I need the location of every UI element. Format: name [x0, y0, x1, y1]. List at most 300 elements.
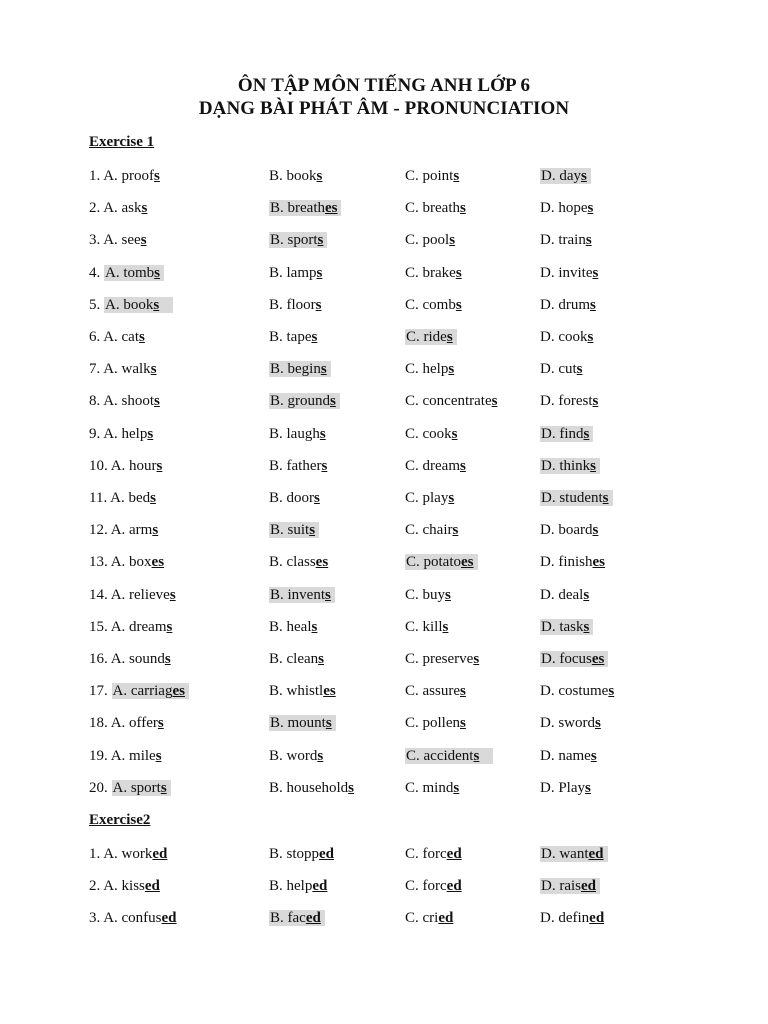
underlined-ending: s	[316, 264, 323, 281]
option-text: D. Plays	[540, 779, 591, 796]
option-d	[540, 487, 613, 509]
option-text: B. laughs	[269, 425, 326, 442]
option-text: B. classes	[269, 554, 329, 571]
option-b	[269, 455, 327, 477]
option-text: A. proofs	[103, 168, 160, 184]
option-text: A. relieves	[110, 586, 176, 603]
underlined-ending: s	[592, 264, 599, 281]
option-text: C. minds	[405, 779, 460, 796]
option-b	[269, 294, 322, 316]
option-text: A. cats	[103, 329, 145, 345]
option-b	[269, 648, 324, 670]
option-text: A. boxes	[110, 554, 165, 571]
option-c	[405, 358, 454, 380]
option-b	[269, 197, 341, 219]
underlined-ending: ed	[446, 846, 462, 862]
underlined-ending: ed	[589, 910, 605, 927]
option-a: 2. A. asks	[89, 200, 148, 217]
option-text: B. helped	[269, 878, 328, 895]
option-c	[405, 262, 462, 284]
option-text: C. pools	[405, 232, 456, 249]
underlined-ending: s	[608, 683, 615, 700]
highlighted-answer: D. raised	[540, 878, 600, 894]
option-d	[540, 262, 598, 284]
question-row	[0, 712, 768, 736]
option-text: A. beds	[110, 490, 156, 506]
option-a: 7. A. walks	[89, 361, 157, 378]
option-text: B. words	[269, 747, 324, 764]
highlighted-answer: B. faced	[269, 910, 325, 926]
option-text: A. walks	[103, 361, 157, 378]
underlined-ending: s	[442, 618, 449, 635]
option-a: 3. A. sees	[89, 232, 147, 249]
underlined-ending: s	[141, 200, 148, 217]
option-text: D. defined	[540, 910, 605, 927]
option-b	[269, 551, 328, 573]
highlighted-answer: D. days	[540, 168, 591, 184]
underlined-ending: ed	[438, 910, 454, 927]
underlined-ending: s	[446, 329, 453, 345]
highlighted-answer: C. potatoes	[405, 554, 478, 570]
option-a: 9. A. helps	[89, 425, 154, 442]
underlined-ending: s	[587, 329, 594, 345]
option-text: C. kills	[405, 618, 449, 635]
option-a: 2. A. kissed	[89, 878, 160, 895]
option-text: A. worked	[103, 846, 168, 862]
underlined-ending: s	[315, 296, 322, 313]
option-text: D. invites	[540, 264, 599, 281]
option-d	[540, 551, 605, 573]
underlined-ending: s	[166, 618, 173, 635]
option-a: 19. A. miles	[89, 747, 162, 764]
underlined-ending: es	[591, 651, 605, 667]
underlined-ending: s	[448, 490, 455, 506]
option-c	[405, 843, 462, 865]
underlined-ending: s	[473, 747, 480, 764]
highlighted-answer: C. accidents	[405, 748, 493, 764]
option-text: D. drums	[540, 296, 596, 313]
underlined-ending: s	[595, 715, 601, 732]
highlighted-answer: B. suits	[269, 522, 319, 538]
option-a: 10. A. hours	[89, 457, 163, 474]
underlined-ending: es	[315, 554, 329, 571]
option-a: 6. A. cats	[89, 329, 145, 345]
page-title: ÔN TẬP MÔN TIẾNG ANH LỚP 6	[237, 75, 531, 96]
highlighted-answer: A. books	[104, 297, 173, 313]
option-text: A. asks	[103, 200, 148, 217]
question-row	[0, 165, 768, 189]
highlighted-answer: A. sports	[112, 780, 171, 796]
underlined-ending: s	[449, 232, 456, 249]
option-b	[269, 712, 336, 734]
underlined-ending: s	[445, 586, 451, 603]
option-b	[269, 680, 336, 702]
underlined-ending: s	[160, 779, 167, 796]
option-text: C. assures	[405, 683, 466, 700]
question-row	[0, 745, 768, 769]
option-text: D. cuts	[540, 361, 583, 378]
option-c	[405, 390, 497, 412]
underlined-ending: es	[461, 554, 474, 571]
option-text: A. shoots	[103, 393, 160, 410]
highlighted-answer: B. mounts	[269, 715, 336, 731]
underlined-ending: s	[156, 457, 163, 474]
option-b	[269, 777, 354, 799]
underlined-ending: s	[314, 490, 320, 506]
option-text: B. stopped	[269, 846, 335, 862]
option-d	[540, 229, 592, 251]
option-a: 14. A. relieves	[89, 586, 176, 603]
option-c	[405, 229, 455, 251]
underlined-ending: s	[602, 490, 609, 506]
option-a: 1. A. proofs	[89, 168, 160, 184]
underlined-ending: s	[164, 651, 171, 667]
underlined-ending: ed	[152, 846, 168, 862]
underlined-ending: s	[150, 361, 157, 378]
underlined-ending: s	[321, 457, 328, 474]
question-row	[0, 487, 768, 511]
highlighted-answer: B. begins	[269, 361, 331, 377]
question-row	[0, 616, 768, 640]
underlined-ending: es	[592, 554, 605, 571]
option-b	[269, 616, 317, 638]
underlined-ending: s	[169, 586, 176, 603]
option-text: B. lamps	[269, 264, 323, 281]
option-text: B. fathers	[269, 457, 328, 474]
option-text: B. books	[269, 168, 323, 184]
underlined-ending: es	[172, 683, 185, 700]
option-c	[405, 551, 478, 573]
option-text: C. concentrates	[405, 393, 498, 410]
option-c	[405, 584, 451, 606]
option-a: 1. A. worked	[89, 846, 168, 862]
question-row	[0, 326, 768, 350]
option-b	[269, 875, 327, 897]
question-row	[0, 423, 768, 447]
option-text: D. names	[540, 747, 597, 764]
underlined-ending: s	[583, 618, 590, 635]
option-text: C. brakes	[405, 264, 462, 281]
option-b	[269, 423, 326, 445]
option-text: B. cleans	[269, 651, 324, 667]
exercise-heading: Exercise2	[89, 812, 151, 828]
underlined-ending: s	[316, 168, 323, 184]
underlined-ending: s	[590, 296, 596, 313]
option-c	[405, 745, 493, 767]
option-d	[540, 326, 593, 348]
option-d	[540, 197, 593, 219]
question-row	[0, 584, 768, 608]
underlined-ending: s	[453, 779, 460, 796]
underlined-ending: s	[317, 232, 324, 249]
option-text: B. households	[269, 779, 355, 796]
option-text: A. sounds	[110, 651, 171, 667]
underlined-ending: s	[455, 296, 462, 313]
underlined-ending: s	[147, 425, 154, 442]
option-b	[269, 358, 331, 380]
underlined-ending: s	[154, 168, 160, 184]
option-text: D. cooks	[540, 329, 594, 345]
question-row	[0, 358, 768, 382]
option-a: 5. A. books	[89, 294, 173, 316]
option-d	[540, 680, 614, 702]
question-row	[0, 843, 768, 867]
option-a: 8. A. shoots	[89, 393, 160, 410]
underlined-ending: s	[140, 232, 147, 249]
underlined-ending: s	[348, 779, 355, 796]
option-d	[540, 712, 601, 734]
option-a: 17. A. carriages	[89, 680, 189, 702]
option-text: C. cooks	[405, 425, 458, 442]
option-text: D. forests	[540, 393, 599, 410]
option-text: A. arms	[110, 522, 159, 539]
option-text: A. dreams	[110, 618, 173, 635]
highlighted-answer: D. thinks	[540, 458, 600, 474]
option-c	[405, 777, 459, 799]
option-a: 12. A. arms	[89, 522, 159, 539]
option-text: D. costumes	[540, 683, 615, 700]
option-d	[540, 777, 591, 799]
option-text: B. whistles	[269, 683, 336, 700]
underlined-ending: ed	[305, 910, 321, 927]
option-b	[269, 907, 325, 929]
option-text: B. heals	[269, 618, 318, 635]
underlined-ending: s	[460, 715, 466, 732]
underlined-ending: ed	[319, 846, 335, 862]
underlined-ending: s	[152, 522, 159, 539]
option-text: A. kissed	[103, 878, 160, 895]
option-c	[405, 907, 453, 929]
option-text: C. chairs	[405, 522, 459, 539]
option-text: C. helps	[405, 361, 455, 378]
question-row	[0, 390, 768, 414]
underlined-ending: s	[139, 329, 145, 345]
option-a: 15. A. dreams	[89, 618, 173, 635]
option-c	[405, 712, 466, 734]
option-c	[405, 519, 458, 541]
underlined-ending: s	[155, 747, 162, 764]
underlined-ending: s	[317, 747, 324, 764]
underlined-ending: ed	[161, 910, 177, 927]
underlined-ending: s	[576, 361, 583, 378]
option-a: 20. A. sports	[89, 777, 171, 799]
underlined-ending: s	[319, 425, 326, 442]
option-b	[269, 326, 317, 348]
option-d	[540, 294, 596, 316]
underlined-ending: s	[581, 168, 587, 184]
option-text: B. doors	[269, 490, 320, 506]
underlined-ending: s	[150, 490, 156, 506]
underlined-ending: s	[157, 715, 164, 732]
underlined-ending: s	[473, 651, 480, 667]
option-text: A. helps	[103, 425, 154, 442]
underlined-ending: s	[585, 779, 591, 796]
underlined-ending: s	[459, 200, 466, 217]
option-c	[405, 197, 466, 219]
option-text: C. forced	[405, 878, 462, 895]
option-d	[540, 616, 593, 638]
underlined-ending: s	[460, 683, 466, 700]
underlined-ending: s	[453, 168, 460, 184]
question-row	[0, 262, 768, 286]
underlined-ending: es	[151, 554, 165, 571]
underlined-ending: s	[583, 586, 590, 603]
option-d	[540, 584, 589, 606]
option-text: A. sees	[103, 232, 147, 249]
option-d	[540, 390, 598, 412]
question-row	[0, 777, 768, 801]
underlined-ending: s	[491, 393, 498, 410]
option-a: 18. A. offers	[89, 715, 164, 732]
option-text: D. boards	[540, 522, 599, 539]
option-d	[540, 165, 591, 187]
question-row	[0, 519, 768, 543]
option-c	[405, 875, 462, 897]
highlighted-answer: D. focuses	[540, 651, 608, 667]
option-text: C. forced	[405, 846, 462, 862]
underlined-ending: s	[459, 457, 466, 474]
underlined-ending: ed	[144, 878, 160, 895]
underlined-ending: s	[153, 296, 160, 313]
option-b	[269, 519, 319, 541]
option-c	[405, 648, 479, 670]
underlined-ending: s	[318, 651, 324, 667]
option-c	[405, 165, 459, 187]
option-text: C. breaths	[405, 200, 466, 217]
underlined-ending: ed	[312, 878, 328, 895]
highlighted-answer: B. breathes	[269, 200, 341, 216]
option-c	[405, 455, 466, 477]
question-row	[0, 294, 768, 318]
question-row	[0, 907, 768, 931]
question-row	[0, 648, 768, 672]
option-text: A. miles	[110, 747, 162, 764]
question-row	[0, 197, 768, 221]
option-d	[540, 519, 598, 541]
underlined-ending: ed	[446, 878, 462, 895]
option-c	[405, 616, 448, 638]
underlined-ending: s	[448, 361, 455, 378]
option-text: C. combs	[405, 296, 462, 313]
option-d	[540, 423, 593, 445]
option-c	[405, 294, 462, 316]
underlined-ending: s	[455, 264, 462, 281]
highlighted-answer: B. grounds	[269, 393, 340, 409]
underlined-ending: s	[583, 425, 590, 442]
option-b	[269, 229, 327, 251]
highlighted-answer: A. tombs	[104, 265, 164, 281]
option-text: D. deals	[540, 586, 590, 603]
underlined-ending: s	[320, 361, 327, 378]
option-a: 13. A. boxes	[89, 554, 165, 571]
underlined-ending: es	[323, 683, 336, 700]
underlined-ending: s	[154, 393, 160, 410]
underlined-ending: s	[325, 586, 331, 603]
highlighted-answer: D. finds	[540, 426, 593, 442]
underlined-ending: s	[592, 393, 599, 410]
option-text: A. offers	[110, 715, 164, 732]
underlined-ending: s	[451, 425, 458, 442]
option-text: A. confused	[103, 910, 177, 927]
option-b	[269, 487, 320, 509]
option-b	[269, 262, 322, 284]
underlined-ending: s	[587, 200, 594, 217]
highlighted-answer: D. wanted	[540, 846, 608, 862]
option-text: C. dreams	[405, 457, 466, 474]
option-b	[269, 584, 335, 606]
option-a: 16. A. sounds	[89, 651, 171, 667]
question-row	[0, 551, 768, 575]
option-text: A. hours	[110, 457, 163, 474]
option-d	[540, 875, 600, 897]
option-a: 3. A. confused	[89, 910, 177, 927]
highlighted-answer: B. invents	[269, 587, 335, 603]
option-text: D. hopes	[540, 200, 594, 217]
option-b	[269, 745, 323, 767]
option-d	[540, 648, 608, 670]
underlined-ending: s	[585, 232, 592, 249]
underlined-ending: es	[324, 200, 338, 217]
option-text: C. cried	[405, 910, 454, 927]
underlined-ending: ed	[588, 846, 604, 862]
highlighted-answer: D. students	[540, 490, 613, 506]
option-text: B. floors	[269, 296, 322, 313]
option-d	[540, 907, 604, 929]
underlined-ending: s	[452, 522, 459, 539]
option-b	[269, 165, 322, 187]
underlined-ending: s	[592, 522, 599, 539]
option-d	[540, 358, 583, 380]
option-text: B. tapes	[269, 329, 318, 345]
option-a: 11. A. beds	[89, 490, 156, 506]
option-b	[269, 390, 340, 412]
question-row	[0, 680, 768, 704]
page-subtitle: DẠNG BÀI PHÁT ÂM - PRONUNCIATION	[198, 98, 570, 119]
option-text: C. preserves	[405, 651, 480, 667]
question-row	[0, 229, 768, 253]
option-text: C. buys	[405, 586, 451, 603]
question-row	[0, 875, 768, 899]
option-text: D. finishes	[540, 554, 605, 571]
underlined-ending: s	[590, 457, 597, 474]
underlined-ending: s	[325, 715, 332, 732]
option-c	[405, 326, 457, 348]
underlined-ending: s	[311, 329, 318, 345]
underlined-ending: s	[590, 747, 597, 764]
highlighted-answer: A. carriages	[112, 683, 189, 699]
option-text: D. swords	[540, 715, 601, 732]
underlined-ending: s	[330, 393, 336, 410]
option-b	[269, 843, 334, 865]
underlined-ending: s	[311, 618, 318, 635]
highlighted-answer: D. tasks	[540, 619, 593, 635]
option-d	[540, 843, 608, 865]
option-text: D. trains	[540, 232, 592, 249]
question-row	[0, 455, 768, 479]
underlined-ending: ed	[581, 878, 596, 895]
option-a: 4. A. tombs	[89, 262, 164, 284]
highlighted-answer: B. sports	[269, 232, 327, 248]
option-text: C. points	[405, 168, 460, 184]
option-c	[405, 423, 458, 445]
underlined-ending: s	[154, 264, 161, 281]
option-text: C. pollens	[405, 715, 466, 732]
option-d	[540, 455, 600, 477]
option-c	[405, 680, 466, 702]
option-d	[540, 745, 597, 767]
highlighted-answer: C. rides	[405, 329, 457, 345]
underlined-ending: s	[309, 522, 316, 539]
